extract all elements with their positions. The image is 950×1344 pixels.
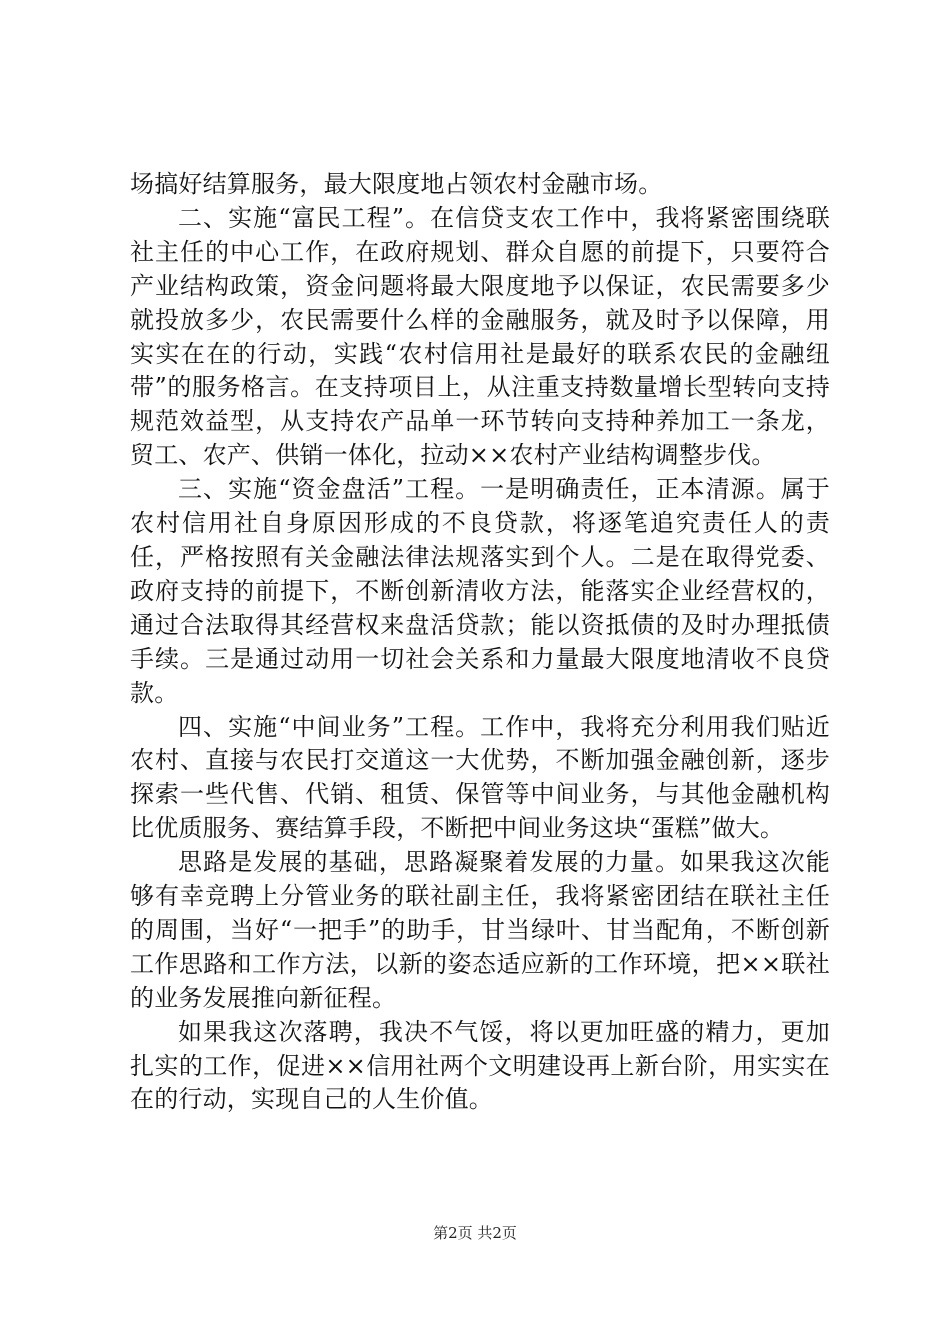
paragraph-fund-revitalization: 三、实施“资金盘活”工程。一是明确责任，正本清源。属于农村信用社自身原因形成的不良贷款，将逐笔追究责任人的责任，严格按照有关金融法律法规落实到个人。二是在取得党委、政府支持的前提下，不断创新清收方法，能落实企业经营权的，通过合法取得其经营权来盘活贷款；能以资抵债的及时办理抵债手续。三是通过动用一切社会关系和力量最大限度地清收不良贷款。	[130, 475, 830, 707]
paragraph-fumin-project: 二、实施“富民工程”。在信贷支农工作中，我将紧密围绕联社主任的中心工作，在政府规划、群众自愿的前提下，只要符合产业结构政策，资金问题将最大限度地予以保证，农民需要多少就投放多少，农民需要什么样的金融服务，就及时予以保障，用实实在在的行动，实践“农村信用社是最好的联系农民的金融纽带”的服务格言。在支持项目上，从注重支持数量增长型转向支持规范效益型，从支持农产品单一环节转向支持种养加工一条龙，贸工、农产、供销一体化，拉动××农村产业结构调整步伐。	[130, 203, 830, 470]
paragraph-closing: 如果我这次落聘，我决不气馁，将以更加旺盛的精力，更加扎实的工作，促进××信用社两个文明建设再上新台阶，用实实在在的行动，实现自己的人生价值。	[130, 1017, 830, 1114]
document-body	[130, 168, 830, 1117]
page-number-footer: 第2页 共2页	[433, 1224, 517, 1242]
paragraph-intermediary-business: 四、实施“中间业务”工程。工作中，我将充分利用我们贴近农村、直接与农民打交道这一大优势，不断加强金融创新，逐步探索一些代售、代销、租赁、保管等中间业务，与其他金融机构比优质服务、赛结算手段，不断把中间业务这块“蛋糕”做大。	[130, 712, 830, 843]
paragraph-development-thinking: 思路是发展的基础，思路凝聚着发展的力量。如果我这次能够有幸竞聘上分管业务的联社副主任，我将紧密团结在联社主任的周围，当好“一把手”的助手，甘当绿叶、甘当配角，不断创新工作思路和工作方法，以新的姿态适应新的工作环境，把××联社的业务发展推向新征程。	[130, 848, 830, 1012]
paragraph-continuation: 场搞好结算服务，最大限度地占领农村金融市场。	[130, 170, 663, 198]
